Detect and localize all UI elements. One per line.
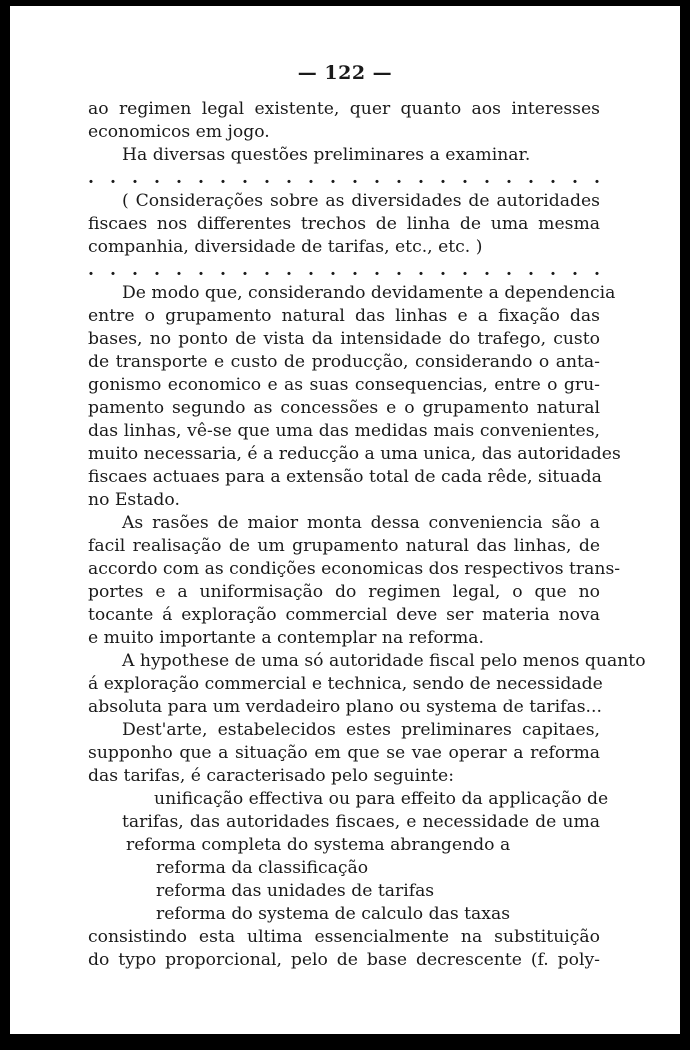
text-line: fiscaes actuaes para a extensão total de cada rêde, situada — [88, 467, 602, 487]
text-line: portes e a uniformisação do regimen legal, o que no — [88, 582, 600, 602]
text-line: ao regimen legal existente, quer quanto aos interesses — [88, 99, 600, 119]
text-line: supponho que a situação em que se vae operar a reforma — [88, 743, 600, 763]
text-line: A hypothese de uma só autoridade fiscal pelo menos quanto — [122, 651, 646, 671]
book-page — [10, 6, 680, 1034]
text-line: reforma completa do systema abrangendo a — [126, 835, 511, 855]
text-line: á exploração commercial e technica, sendo de necessidade — [88, 674, 603, 694]
text-line: Dest'arte, estabelecidos estes preliminares capitaes, — [122, 720, 600, 740]
text-line: ( Considerações sobre as diversidades de autoridades — [122, 191, 600, 211]
text-line: reforma das unidades de tarifas — [156, 881, 435, 901]
text-line: As rasões de maior monta dessa conveniencia são a — [122, 513, 600, 533]
text-line: reforma do systema de calculo das taxas — [156, 904, 511, 924]
text-line: das tarifas, é caracterisado pelo seguinte: — [88, 766, 455, 786]
text-line: de transporte e custo de producção, considerando o anta- — [88, 352, 600, 372]
text-line: pamento segundo as concessões e o grupamento natural — [88, 398, 600, 418]
text-line: absoluta para um verdadeiro plano ou systema de tarifas... — [88, 697, 602, 717]
text-line: gonismo economico e as suas consequencias, entre o gru- — [88, 375, 600, 395]
text-line: tocante á exploração commercial deve ser materia nova — [88, 605, 600, 625]
text-line: tarifas, das autoridades fiscaes, e necessidade de uma — [122, 812, 600, 832]
text-line: economicos em jogo. — [88, 122, 270, 142]
ellipsis-separator: . . . . . . . . . . . . . . . . . . . . . . . . — [88, 168, 600, 188]
text-line: reforma da classificação — [156, 858, 369, 878]
text-line: bases, no ponto de vista da intensidade do trafego, custo — [88, 329, 600, 349]
text-line: entre o grupamento natural das linhas e a fixação das — [88, 306, 600, 326]
body-text — [88, 98, 646, 972]
text-line: das linhas, vê-se que uma das medidas mais convenientes, — [88, 421, 600, 441]
text-line: accordo com as condições economicas dos respectivos trans- — [88, 559, 621, 579]
text-line: consistindo esta ultima essencialmente na substituição — [88, 927, 600, 947]
text-line: unificação effectiva ou para effeito da applicação de — [154, 789, 609, 809]
text-line: De modo que, considerando devidamente a dependencia — [122, 283, 616, 303]
text-line: do typo proporcional, pelo de base decrescente (f. poly- — [88, 950, 600, 970]
text-line: e muito importante a contemplar na reforma. — [88, 628, 485, 648]
page-number: — 122 — — [297, 62, 393, 84]
text-line: Ha diversas questões preliminares a examinar. — [122, 145, 531, 165]
text-line: no Estado. — [88, 490, 180, 510]
text-line: fiscaes nos differentes trechos de linha de uma mesma — [88, 214, 600, 234]
ellipsis-separator: . . . . . . . . . . . . . . . . . . . . . . . . — [88, 260, 600, 280]
text-line: muito necessaria, é a reducção a uma unica, das autoridades — [88, 444, 621, 464]
text-line: companhia, diversidade de tarifas, etc., etc. ) — [88, 237, 483, 257]
text-line: facil realisação de um grupamento natural das linhas, de — [88, 536, 600, 556]
